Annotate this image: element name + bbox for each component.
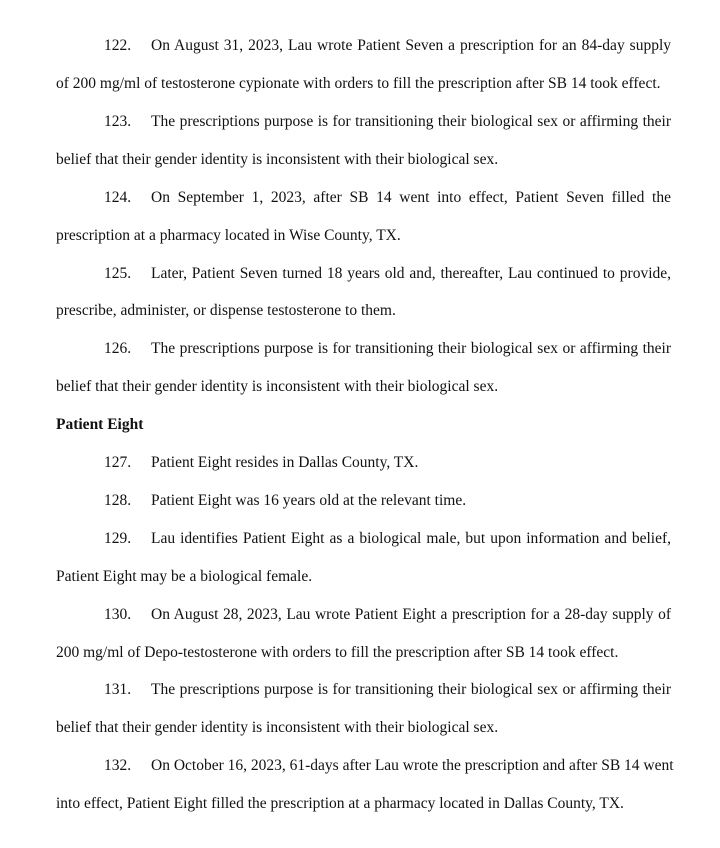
paragraph-number: 124. [104,189,132,206]
paragraph-text: Patient Eight was 16 years old at the relevant time. [151,492,467,509]
paragraph-125-line-2: prescribe, administer, or dispense testosterone to them. [56,302,396,319]
paragraph-129-line-1 [104,529,671,549]
paragraph-122-line-1 [104,36,671,56]
paragraph-number: 125. [104,265,132,282]
paragraph-text: On September 1, 2023, after SB 14 went into effect, Patient Seven filled the [151,189,671,206]
paragraph-number: 132. [104,757,132,774]
paragraph-123-line-2: belief that their gender identity is inconsistent with their biological sex. [56,151,499,168]
paragraph-text: The prescriptions purpose is for transitioning their biological sex or affirming their [151,681,671,698]
paragraph-126-line-2: belief that their gender identity is inconsistent with their biological sex. [56,378,499,395]
paragraph-123-line-1 [104,112,671,132]
paragraph-122-line-2: of 200 mg/ml of testosterone cypionate with orders to fill the prescription after SB 14 took effect. [56,75,661,92]
paragraph-number: 129. [104,530,132,547]
paragraph-126-line-1 [104,339,671,359]
paragraph-131-line-2: belief that their gender identity is inconsistent with their biological sex. [56,719,499,736]
paragraph-text: Lau identifies Patient Eight as a biological male, but upon information and belief, [151,530,671,547]
paragraph-125-line-1 [104,264,671,284]
paragraph-text: On August 28, 2023, Lau wrote Patient Eight a prescription for a 28-day supply of [151,606,671,623]
paragraph-number: 127. [104,454,132,471]
paragraph-132-line-1 [104,756,674,776]
paragraph-number: 123. [104,113,132,130]
paragraph-text: On August 31, 2023, Lau wrote Patient Seven a prescription for an 84-day supply [151,37,671,54]
paragraph-text: Patient Eight resides in Dallas County, TX. [151,454,419,471]
paragraph-130-line-1 [104,605,671,625]
paragraph-132-line-2: into effect, Patient Eight filled the prescription at a pharmacy located in Dallas County, TX. [56,795,624,812]
paragraph-131-line-1 [104,680,671,700]
paragraph-129-line-2: Patient Eight may be a biological female. [56,568,313,585]
section-heading: Patient Eight [56,416,144,433]
paragraph-127-line-1 [104,453,671,473]
paragraph-text: On October 16, 2023, 61-days after Lau wrote the prescription and after SB 14 went [151,757,674,774]
paragraph-number: 128. [104,492,132,509]
paragraph-124-line-1 [104,188,671,208]
paragraph-number: 131. [104,681,132,698]
paragraph-124-line-2: prescription at a pharmacy located in Wise County, TX. [56,227,401,244]
paragraph-text: The prescriptions purpose is for transitioning their biological sex or affirming their [151,113,671,130]
paragraph-130-line-2: 200 mg/ml of Depo-testosterone with orders to fill the prescription after SB 14 took effect. [56,644,619,661]
paragraph-number: 126. [104,340,132,357]
paragraph-number: 122. [104,37,132,54]
paragraph-text: Later, Patient Seven turned 18 years old and, thereafter, Lau continued to provide, [151,265,671,282]
paragraph-128-line-1 [104,491,671,511]
paragraph-number: 130. [104,606,132,623]
paragraph-text: The prescriptions purpose is for transitioning their biological sex or affirming their [151,340,671,357]
